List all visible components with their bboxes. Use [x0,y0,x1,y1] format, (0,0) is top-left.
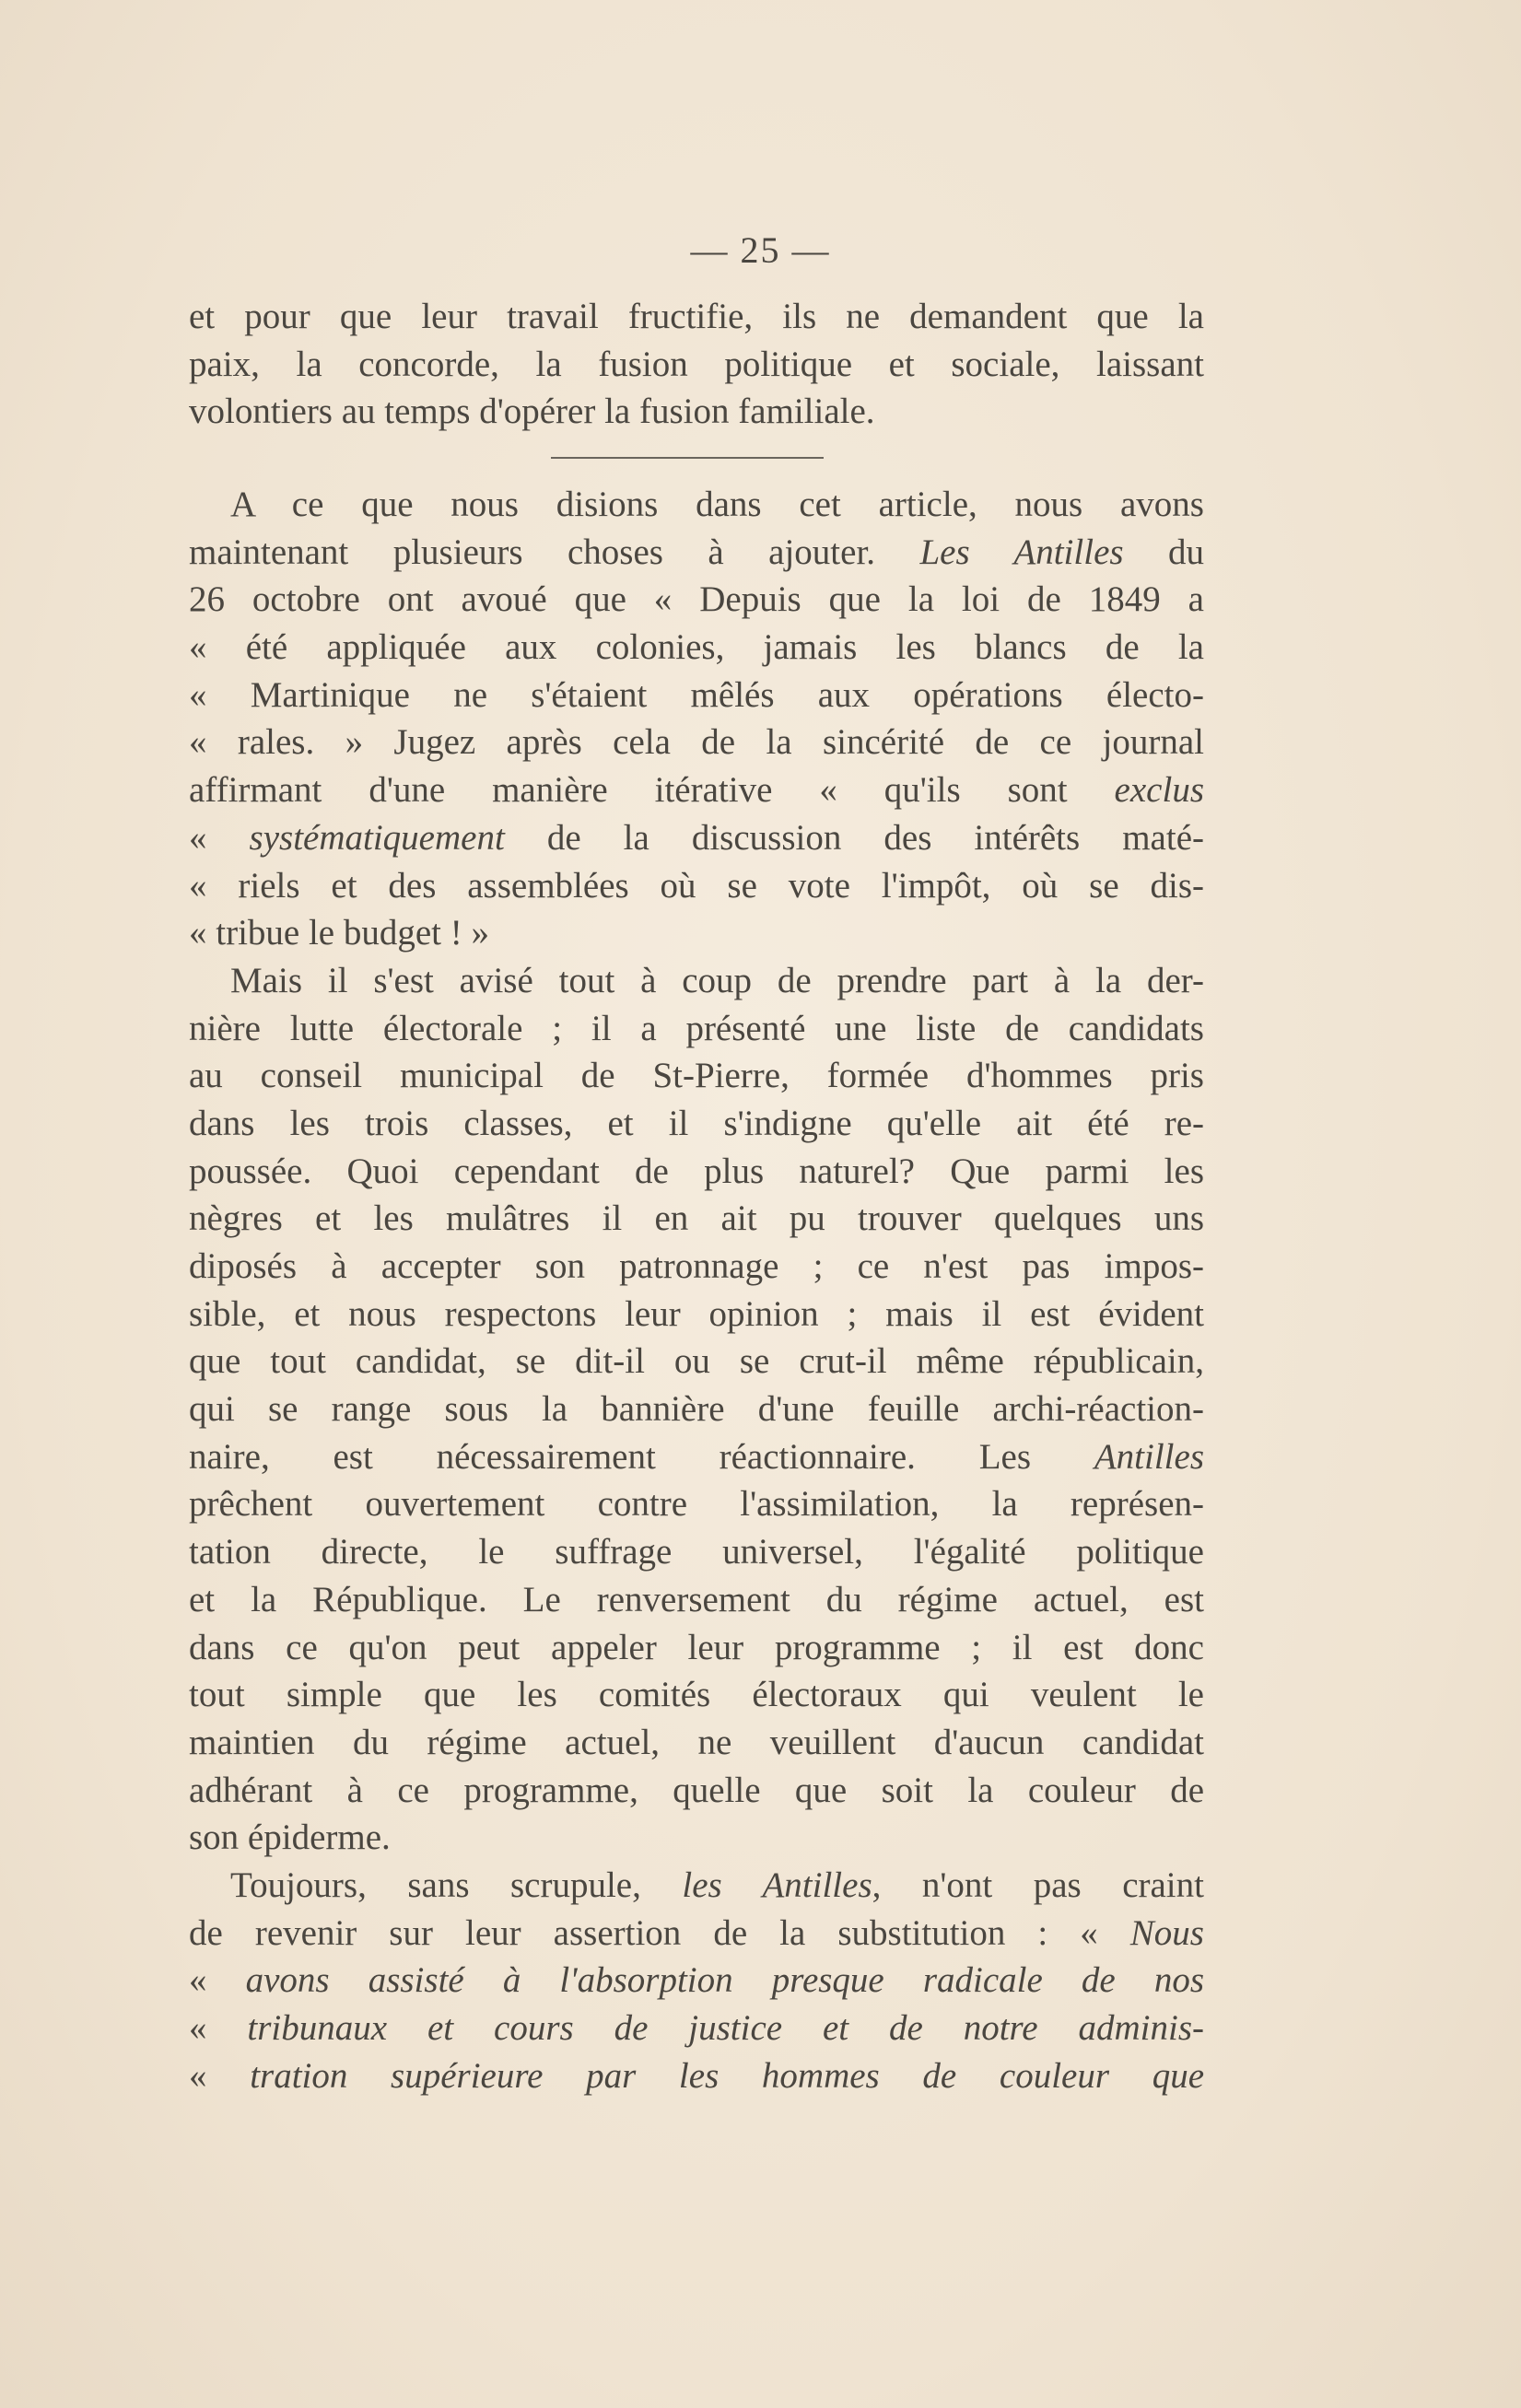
text-line: Mais il s'est avisé tout à coup de prendre part à la der- [230,960,1204,1000]
text-run: maintenant plusieurs choses à ajouter. [189,532,920,572]
text-run: naire, est nécessairement réactionnaire. Les [189,1436,1094,1477]
text-line [189,2052,1204,2100]
text-line: son épiderme. [189,1818,391,1858]
newspaper-title: les Antilles [682,1864,872,1905]
text-line: « tribue le budget ! » [189,913,489,953]
italic-run: avons assisté à l'absorption presque radicale de nos [245,1960,1205,2001]
text-line: « Martinique ne s'étaient mêlés aux opérations électo- [189,674,1204,715]
text-run: « [189,1960,246,2001]
text-line [189,766,1204,814]
text-line: poussée. Quoi cependant de plus naturel? Que parmi les [189,1151,1204,1191]
text-line [189,529,1204,577]
text-line: prêchent ouvertement contre l'assimilation, la représen- [189,1484,1204,1525]
italic-run: tration supérieure par les hommes de couleur que [250,2055,1205,2096]
text-line: et pour que leur travail fructifie, ils ne demandent que la [189,297,1204,336]
italic-run: systématiquement [249,817,505,858]
text-run: , n'ont pas craint [872,1864,1204,1905]
text-line [189,1957,1204,2005]
text-line: maintien du régime actuel, ne veuillent d'aucun candidat [189,1722,1204,1762]
text-run: « [189,2008,248,2048]
text-run: Toujours, sans scrupule, [230,1864,683,1905]
text-run: de revenir sur leur assertion de la substitution : « [189,1912,1130,1953]
text-line: dans ce qu'on peut appeler leur programme ; il est donc [189,1627,1204,1667]
text-run: de la discussion des intérêts maté- [504,817,1204,858]
text-line [189,1910,1204,1958]
text-line: « été appliquée aux colonies, jamais les blancs de la [189,627,1204,668]
text-line: « riels et des assemblées où se vote l'impôt, où se dis- [189,865,1204,906]
text-run: du [1123,532,1205,572]
text-line [189,814,1204,862]
paragraph-continuation [189,293,1204,436]
text-line [189,2005,1204,2052]
text-line [189,1433,1204,1481]
text-line: qui se range sous la bannière d'une feuille archi-réaction- [189,1389,1204,1430]
text-line: nègres et les mulâtres il en ait pu trouver quelques uns [189,1198,1204,1239]
text-run: affirmant d'une manière itérative « qu'ils sont [189,770,1115,811]
main-text [189,481,1204,2099]
text-line: tout simple que les comités électoraux qui veulent le [189,1675,1204,1715]
newspaper-title: Les Antilles [919,532,1124,572]
text-line: adhérant à ce programme, quelle que soit la couleur de [189,1770,1204,1810]
text-line: A ce que nous disions dans cet article, nous avons [230,485,1204,524]
text-line: sible, et nous respectons leur opinion ; mais il est évident [189,1293,1204,1334]
text-line [189,1862,1204,1910]
text-run: « [189,817,250,858]
text-line: 26 octobre ont avoué que « Depuis que la loi de 1849 a [189,579,1204,620]
text-line: volontiers au temps d'opérer la fusion familiale. [189,392,875,432]
text-line: et la République. Le renversement du régime actuel, est [189,1579,1204,1619]
text-line: tation directe, le suffrage universel, l'égalité politique [189,1532,1204,1572]
italic-run: Nous [1129,1912,1204,1953]
section-divider [551,457,824,459]
text-line: diposés à accepter son patronnage ; ce n'est pas impos- [189,1246,1204,1286]
text-line: dans les trois classes, et il s'indigne qu'elle ait été re- [189,1103,1204,1143]
newspaper-title: Antilles [1094,1436,1204,1477]
text-line: que tout candidat, se dit-il ou se crut-il même républicain, [189,1341,1204,1382]
text-line: nière lutte électorale ; il a présenté une liste de candidats [189,1008,1204,1048]
italic-run: exclus [1114,770,1204,811]
text-run: « [189,2055,251,2096]
page-number: — 25 — [690,229,831,271]
text-line: paix, la concorde, la fusion politique et sociale, laissant [189,344,1204,384]
text-line: « rales. » Jugez après cela de la sincérité de ce journal [189,722,1204,763]
text-line: au conseil municipal de St-Pierre, formée d'hommes pris [189,1056,1204,1096]
italic-run: tribunaux et cours de justice et de notre adminis- [247,2008,1204,2048]
